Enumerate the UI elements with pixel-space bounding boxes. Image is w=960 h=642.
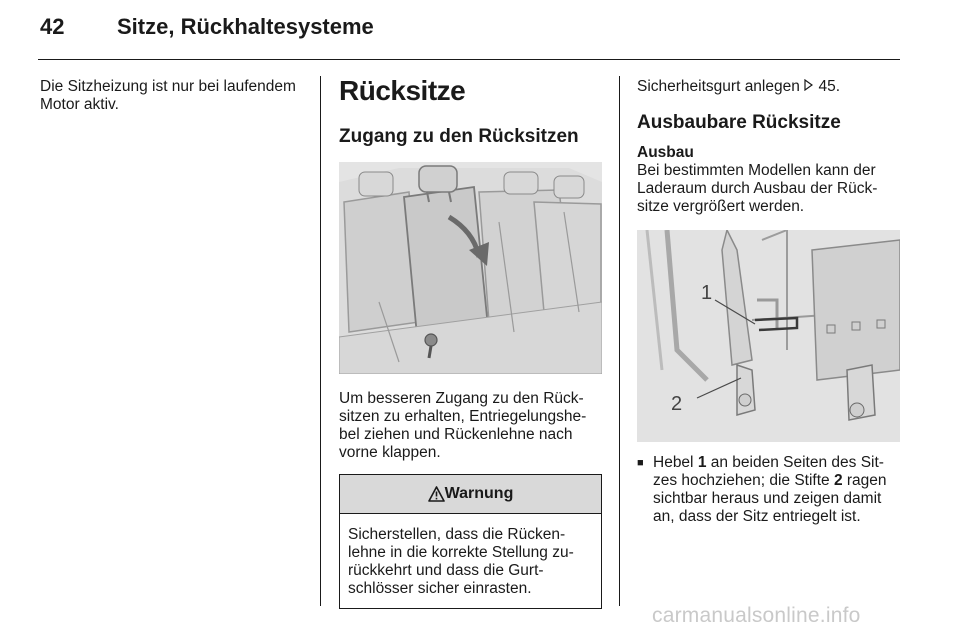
bullet-list (637, 454, 903, 526)
header-rule (38, 59, 900, 60)
rear-seat-illustration (339, 162, 602, 374)
cross-reference (637, 78, 903, 96)
bullet-square-icon: ■ (637, 457, 644, 469)
description-paragraph (637, 162, 903, 216)
section-heading: Ausbaubare Rücksitze (637, 112, 841, 133)
list-item-text: Hebel 1 an beiden Seiten des Sit- zes hochziehen; die Stifte 2 ragen sichtbar heraus und zeigen damit an, dass der Sitz entriegelt ist. (653, 454, 887, 525)
list-item (637, 454, 903, 526)
seat-latch-illustration (637, 230, 900, 442)
watermark: carmanualsonline.info (652, 604, 861, 627)
column-divider (320, 76, 321, 606)
warning-box (339, 474, 602, 609)
figure-label-1: 1 (701, 282, 713, 304)
column-3 (637, 76, 903, 526)
chapter-title: Sitze, Rückhaltesysteme (117, 14, 374, 39)
subsection-heading: Zugang zu den Rücksitzen (339, 126, 579, 147)
warning-text-line: schlösser sicher einrasten. (348, 580, 532, 597)
figure-label-2: 2 (671, 393, 683, 415)
warning-text-line: rückkehrt und dass die Gurt- (348, 562, 544, 579)
page-number: 42 (40, 14, 65, 39)
cross-reference-text: Sicherheitsgurt anlegen (637, 78, 800, 95)
body-text-line: sitzen zu erhalten, Entriegelungshe- (339, 408, 587, 425)
warning-text-line: lehne in die korrekte Stellung zu- (348, 544, 574, 561)
body-text-line: sitze vergrößert werden. (637, 198, 805, 215)
column-2 (339, 76, 604, 609)
body-text-line: Die Sitzheizung ist nur bei laufendem (40, 78, 296, 95)
warning-title: Warnung (444, 485, 514, 502)
warning-body (340, 514, 601, 608)
warning-text-line: Sicherstellen, dass die Rücken- (348, 526, 566, 543)
cross-reference-page: 45. (818, 78, 841, 95)
warning-header (340, 475, 601, 514)
instruction-paragraph (339, 390, 604, 462)
column-1 (40, 78, 308, 114)
body-text-line: Um besseren Zugang zu den Rück- (339, 390, 584, 407)
column-divider (619, 76, 620, 606)
body-text-line: Laderaum durch Ausbau der Rück- (637, 180, 878, 197)
body-text-line: bel ziehen und Rückenlehne nach (339, 426, 573, 443)
subsection-heading: Ausbau (637, 144, 694, 161)
body-text-line: Bei bestimmten Modellen kann der (637, 162, 876, 179)
body-text-line: vorne klappen. (339, 444, 441, 461)
reference-arrow-icon (804, 78, 814, 96)
section-heading: Rücksitze (339, 75, 466, 106)
warning-triangle-icon (428, 486, 445, 502)
body-text-line: Motor aktiv. (40, 96, 119, 113)
